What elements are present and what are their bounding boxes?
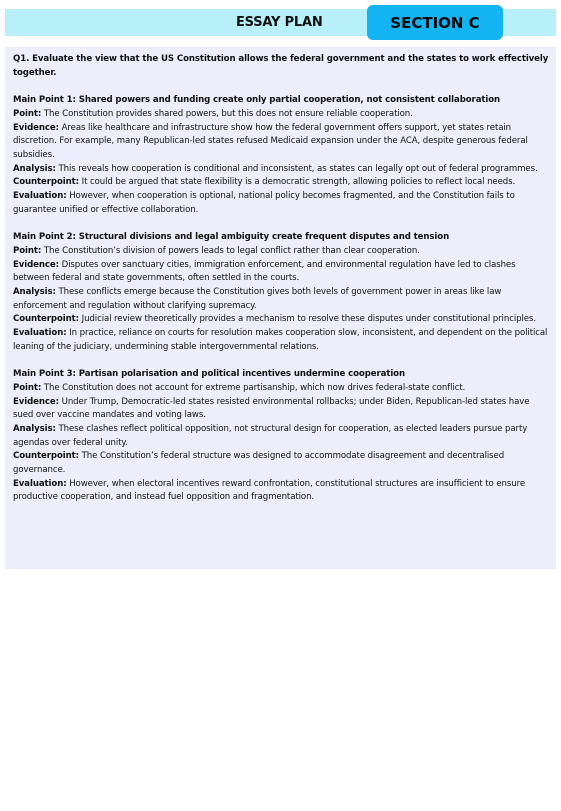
counterpoint-label: Counterpoint: <box>13 314 79 325</box>
analysis-label: Analysis: <box>13 423 56 434</box>
counterpoint-label: Counterpoint: <box>13 177 79 188</box>
evaluation-text: However, when cooperation is optional, national policy becomes fragmented, and the Constitution fails to guarantee unified or effective collaboration. <box>13 191 515 215</box>
section-label: SECTION C <box>390 14 480 32</box>
analysis-text: These clashes reflect political opposition, not structural design for cooperation, as elected leaders pursue party agendas over federal unity. <box>13 423 528 448</box>
evaluation-text: In practice, reliance on courts for resolution makes cooperation slow, inconsistent, and dependent on the political leaning of the judiciary, undermining stable intergovernmental relations. <box>13 328 548 352</box>
evaluation-text: However, when electoral incentives reward confrontation, constitutional structures are insufficient to ensure productive cooperation, and instead fuel opposition and fragmentation. <box>13 478 526 503</box>
counterpoint-text: The Constitution’s federal structure was designed to accommodate disagreement and decentralised governance. <box>13 451 505 476</box>
essay-plan-title: ESSAY PLAN <box>236 15 323 30</box>
counterpoint-text: It could be argued that state flexibility is a democratic strength, allowing policies to reflect local needs. <box>81 177 516 188</box>
evidence-text: Under Trump, Democratic-led states resisted environmental rollbacks; under Biden, Republican-led states have sued over vaccine mandates and voting laws. <box>13 396 530 421</box>
evidence-text: Areas like healthcare and infrastructure show how the federal government offers support, yet states retain discretion. For example, many Republican-led states refused Medicaid expansion under the ACA, despite generous federal subsidies. <box>13 122 528 160</box>
point-line <box>13 108 549 122</box>
main-point-title: Main Point 2: Structural divisions and legal ambiguity create frequent disputes and tension <box>13 232 450 243</box>
main-point-title: Main Point 3: Partisan polarisation and political incentives undermine cooperation <box>13 369 406 380</box>
evaluation-line <box>13 478 549 505</box>
evaluation-label: Evaluation: <box>13 478 67 489</box>
evidence-label: Evidence: <box>13 122 59 133</box>
main-point-title: Main Point 1: Shared powers and funding create only partial cooperation, not consistent collaboration <box>13 95 501 106</box>
analysis-label: Analysis: <box>13 163 56 174</box>
counterpoint-label: Counterpoint: <box>13 451 79 462</box>
evidence-text: Disputes over sanctuary cities, immigration enforcement, and environmental regulation have led to clashes between federal and state governments, often settled in the courts. <box>13 259 516 284</box>
point-line <box>13 382 549 396</box>
point-label: Point: <box>13 382 42 393</box>
evaluation-label: Evaluation: <box>13 191 67 202</box>
analysis-line <box>13 423 549 450</box>
counterpoint-line <box>13 176 549 190</box>
main-point-3 <box>13 368 549 505</box>
counterpoint-text: Judicial review theoretically provides a mechanism to resolve these disputes under constitutional principles. <box>81 314 536 325</box>
analysis-text: This reveals how cooperation is conditional and inconsistent, as states can legally opt out of federal programmes. <box>58 163 538 174</box>
point-text: The Constitution’s division of powers leads to legal conflict rather than clear cooperation. <box>43 245 420 256</box>
evidence-line <box>13 259 549 286</box>
evidence-label: Evidence: <box>13 259 59 270</box>
essay-plan-content <box>5 47 556 569</box>
point-text: The Constitution provides shared powers, but this does not ensure reliable cooperation. <box>43 108 413 119</box>
evaluation-label: Evaluation: <box>13 328 67 339</box>
analysis-text: These conflicts emerge because the Constitution gives both levels of government power in areas like law enforcement and regulation without clarifying supremacy. <box>13 286 502 311</box>
evaluation-line <box>13 190 549 217</box>
analysis-label: Analysis: <box>13 286 56 297</box>
analysis-line <box>13 163 549 177</box>
evidence-line <box>13 122 549 163</box>
question: Q1. Evaluate the view that the US Constitution allows the federal government and the states to work effectively together. <box>13 54 549 78</box>
point-label: Point: <box>13 245 42 256</box>
point-text: The Constitution does not account for extreme partisanship, which now drives federal-state conflict. <box>43 382 466 393</box>
evidence-line <box>13 396 549 423</box>
counterpoint-line <box>13 313 549 327</box>
main-point-2 <box>13 231 549 354</box>
point-label: Point: <box>13 108 42 119</box>
analysis-line <box>13 286 549 313</box>
evaluation-line <box>13 327 549 354</box>
point-line <box>13 245 549 259</box>
evidence-label: Evidence: <box>13 396 59 407</box>
section-c-tab <box>367 5 503 40</box>
main-point-1 <box>13 94 549 217</box>
counterpoint-line <box>13 450 549 477</box>
